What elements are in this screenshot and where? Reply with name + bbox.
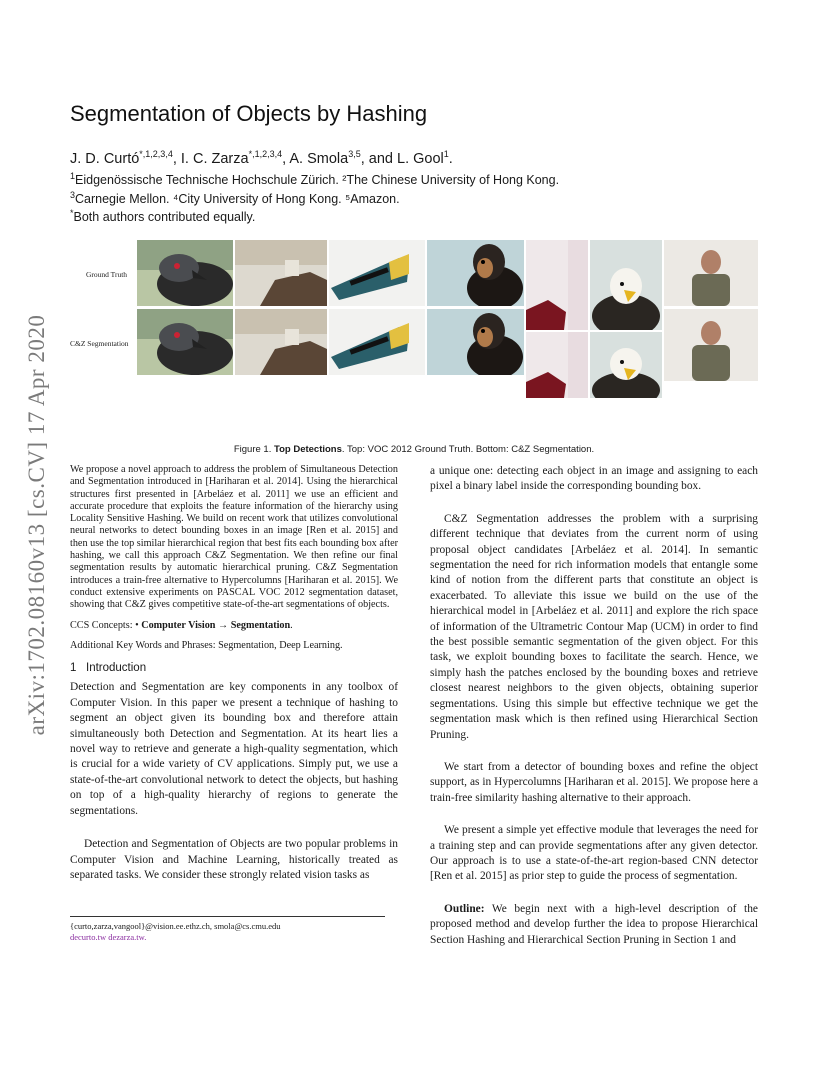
arxiv-id-text: arXiv:1702.08160v13 [cs.CV] 17 Apr 2020 (24, 314, 49, 736)
footnote-emails: {curto,zarza,vangool}@vision.ee.ethz.ch, smola@cs.cmu.edu (70, 921, 281, 931)
affiliation-2-text: Carnegie Mellon. ⁴City University of Hong Kong. ⁵Amazon. (75, 192, 400, 207)
footnote-rule (70, 916, 385, 917)
ccs-concepts (70, 620, 398, 632)
figure-caption (70, 444, 758, 455)
author-1: J. D. Curtó (70, 150, 140, 167)
left-column (70, 464, 398, 891)
keywords: Additional Key Words and Phrases: Segmentation, Deep Learning. (70, 639, 343, 651)
row-label-ground-truth: Ground Truth (86, 270, 128, 279)
author-list: J. D. Curtó$^{*,1,2,3,4}$, I. C. Zarza$^{*,1,2,3,4}$, A. Smola$^{3,5}$, and L. Gool$^1$. (70, 149, 453, 167)
figure-image-sofa-gt (235, 240, 327, 306)
section-number: 1 (70, 662, 77, 675)
outline-bold: Outline: (444, 902, 485, 915)
right-paragraph-4 (430, 902, 758, 948)
author-3-sup: 3,5 (348, 149, 361, 159)
right-paragraph-2: We start from a detector of bounding boxes and refine the object support, as in Hypercolumns [Hariharan et al. 2015]. We propose here a train-free similarity hashing alternative to their approach. (430, 760, 758, 804)
abstract: We propose a novel approach to address the problem of Simultaneous Detection and Segmentation introduced in [Hariharan et al. 2014]. Using the hierarchical structures first presented in [Arbeláez et al. 2011] we use an efficient and accurate procedure that exploits the feature information of the hierarchy using Locality Sensitive Hashing. We build on recent work that utilizes convolutional neural networks to detect bounding boxes in an image [Ren et al. 2015] and then use the top similar hierarchical region that best fits each bounding box after hashing, we call this approach C&Z Segmentation. We then refine our final segmentation results by automatic hierarchical pruning. C&Z Segmentation introduces a train-free alternative to Hypercolumns [Hariharan et al. 2015]. We conduct extensive experiments on PASCAL VOC 2012 segmentation dataset, showing that C&Z gives competitive state-of-the-art segmentations of objects. (70, 464, 398, 611)
figure-image-person-gt (664, 240, 758, 306)
figure-image-bottle-gt (526, 240, 588, 330)
figure-image-bird-seg (137, 309, 233, 375)
caption-rest: . Top: VOC 2012 Ground Truth. Bottom: C&Z Segmentation. (341, 444, 595, 455)
figure-image-train-gt (329, 240, 425, 306)
section-heading-introduction (70, 662, 398, 674)
caption-prefix: Figure 1. (233, 444, 272, 455)
figure-image-sofa-seg (235, 309, 327, 375)
caption-bold: Top Detections (273, 444, 342, 455)
right-paragraph-1: C&Z Segmentation addresses the problem with a surprising different technique that deviates from the current norm of using proposal object candidates [Arbeláez et al. 2014]. In semantic segmentation the need for rich information models that entangle some kind of notion from the different parts that constitute an object is exacerbated. To alleviate this issue we build on the use of the hierarchical model in [Arbeláez et al. 2011] and explore the rich space of information of the Ultrametric Contour Map (UCM) in order to find the best possible semantic segmentation of the given object. For this task, we exploit bounding boxes to facilitate the search. Hence, we simply hash the patches enclosed by the bounding boxes and retrieve closest nearest neighbors to the given objects, obtaining superior segmentations. Using this simple but effective technique we get the segmentation mask which is then refined using Hierarchical Section Pruning. (430, 512, 758, 741)
author-4-sup: 1 (443, 149, 449, 159)
figure-image-eagle-seg (590, 332, 662, 398)
row-label-cz-segmentation: C&Z Segmentation (70, 339, 129, 348)
right-column (430, 464, 758, 965)
footnote (70, 916, 385, 943)
author-1-sup: *,1,2,3,4 (139, 149, 173, 159)
figure-image-dog-seg (427, 309, 524, 375)
figure-image-person-seg (664, 309, 758, 381)
figure-image-train-seg (329, 309, 425, 375)
paper-title: Segmentation of Objects by Hashing (70, 101, 428, 126)
figure-image-bottle-seg (526, 332, 588, 398)
affiliation-line-2: $^3$Carnegie Mellon. ⁴City University of Hong Kong. ⁵Amazon. (70, 190, 400, 207)
affiliation-1-text: Eidgenössische Technische Hochschule Zürich. ²The Chinese University of Hong Kong. (75, 173, 560, 188)
affiliation-line-1: $^1$Eidgenössische Technische Hochschule Zürich. ²The Chinese University of Hong Kong. (70, 171, 560, 188)
figure-image-bird-gt (137, 240, 233, 306)
outline-text: We begin next with a high-level description of the proposed method and develop further the idea to propose Hierarchical Section Hashing and Hierarchical Section Pruning in Section 1 and (430, 902, 758, 946)
ccs-bold: Computer Vision → Segmentation (141, 619, 291, 631)
intro-paragraph-1: Detection and Segmentation are key components in any toolbox of Computer Vision. In this paper we present a technique of hashing to segment an object given its bounding box and therefore attain simultaneously both Detection and Segmentation. At its heart lies a novel way to retrieve and generate a high-quality segmentation, which is crucial for a wide variety of CV applications. Simply put, we use a state-of-the-art convolutional network to detect the objects, but hashing on top of a high-quality hierarchy of regions to generate the segmentations. (70, 681, 398, 817)
author-3: A. Smola (289, 150, 349, 167)
right-paragraph-0: a unique one: detecting each object in an image and assigning to each pixel a binary label inside the corresponding bounding box. (430, 465, 758, 493)
section-title: Introduction (86, 662, 147, 675)
right-paragraph-3: We present a simple yet effective module that leverages the need for a training step and can provide segmentations after any given detector. Our approach is to use a state-of-the-art region-based CNN detector [Ren et al. 2015] as prior step to guide the process of segmentation. (430, 824, 758, 883)
affiliation-3-text: Both authors contributed equally. (73, 210, 256, 225)
arxiv-stamp (22, 280, 52, 770)
footnote-links[interactable]: decurto.tw dezarza.tw. (70, 932, 147, 942)
author-2: I. C. Zarza (180, 150, 249, 167)
intro-paragraph-2: Detection and Segmentation of Objects are two popular problems in Computer Vision and Machine Learning, historically treated as separated tasks. We consider these strongly related vision tasks as (70, 838, 398, 881)
author-2-sup: *,1,2,3,4 (248, 149, 283, 159)
figure-image-eagle-gt (590, 240, 662, 330)
author-4: and L. Gool (368, 150, 444, 167)
ccs-suffix: . (290, 619, 293, 631)
ccs-prefix: CCS Concepts: • (70, 619, 139, 631)
affiliation-line-3: *Both authors contributed equally. (70, 208, 256, 225)
figure-image-dog-gt (427, 240, 524, 306)
